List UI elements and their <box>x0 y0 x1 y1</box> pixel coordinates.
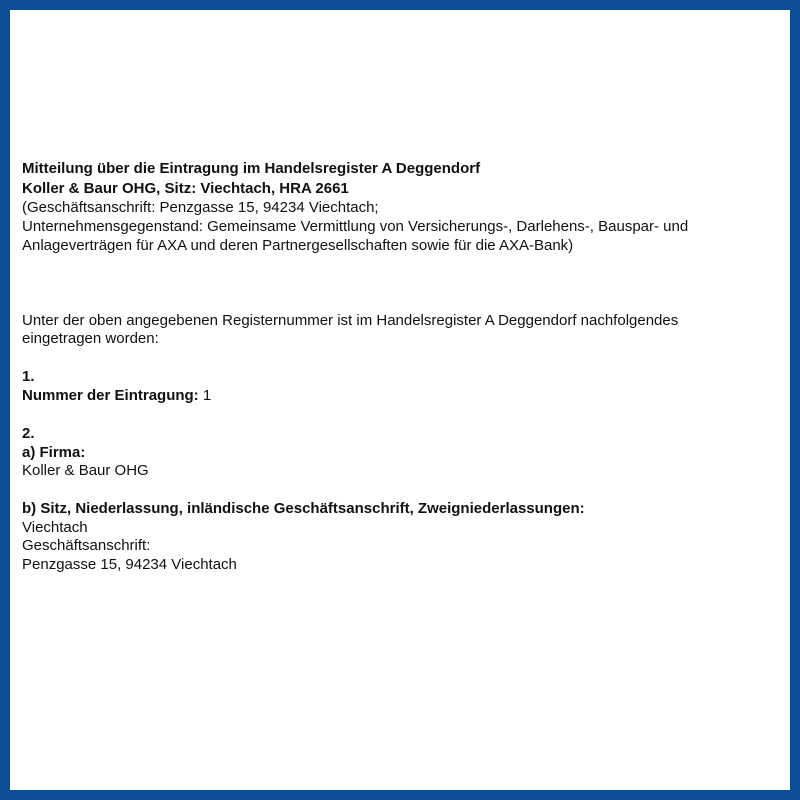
business-address-label: Geschäftsanschrift: <box>22 537 151 554</box>
document-title: Mitteilung über die Eintragung im Handelsregister A Deggendorf <box>22 160 481 177</box>
intro-line-2: eingetragen worden: <box>22 330 159 347</box>
intro-line-1: Unter der oben angegebenen Registernummer ist im Handelsregister A Deggendorf nachfolgendes <box>22 312 679 329</box>
firma-label: a) Firma: <box>22 444 86 461</box>
entry-number-value: 1 <box>202 387 212 404</box>
purpose-line-1: Unternehmensgegenstand: Gemeinsame Vermittlung von Versicherungs-, Darlehens-, Bauspar- und <box>22 218 689 235</box>
address-line: (Geschäftsanschrift: Penzgasse 15, 94234 Viechtach; <box>22 199 379 216</box>
business-address-value: Penzgasse 15, 94234 Viechtach <box>22 556 237 573</box>
entry-number-label: Nummer der Eintragung: <box>22 387 199 404</box>
entry-number-row <box>22 387 211 405</box>
section-2-number: 2. <box>22 425 35 442</box>
purpose-line-2: Anlageverträgen für AXA und deren Partnergesellschaften sowie für die AXA-Bank) <box>22 237 574 254</box>
section-1-number: 1. <box>22 368 35 385</box>
company-line: Koller & Baur OHG, Sitz: Viechtach, HRA 2661 <box>22 180 349 197</box>
sitz-label: b) Sitz, Niederlassung, inländische Geschäftsanschrift, Zweigniederlassungen: <box>22 500 585 517</box>
firma-value: Koller & Baur OHG <box>22 462 149 479</box>
document-page <box>10 10 790 790</box>
sitz-city: Viechtach <box>22 519 88 536</box>
